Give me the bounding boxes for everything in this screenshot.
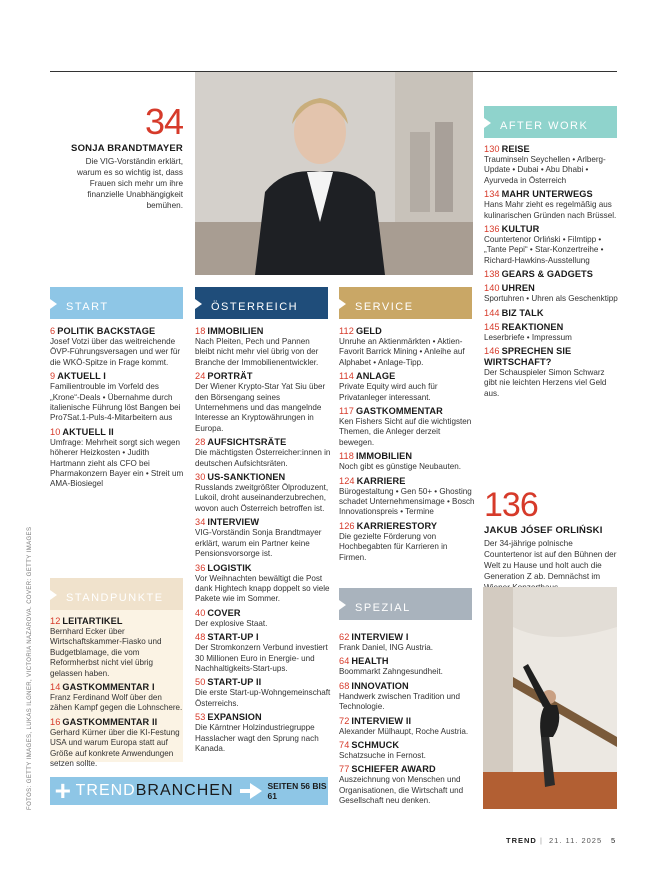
list-item[interactable] <box>339 632 475 653</box>
list-item-description: Hans Mahr zieht es regelmäßig aus kulinarischen Gründen nach Brüssel. <box>484 200 617 220</box>
page-number: 77 <box>339 764 350 775</box>
list-item-title: COVER <box>207 607 241 618</box>
footer-date: 21. 11. 2025 <box>549 836 603 845</box>
list-item-title: INNOVATION <box>351 680 409 691</box>
page-number: 144 <box>484 307 500 318</box>
page-number: 124 <box>339 475 355 486</box>
page-number: 28 <box>195 437 206 448</box>
section-header-standpunkte <box>50 578 183 610</box>
section-title-service: SERVICE <box>355 301 414 313</box>
list-item-title: INTERVIEW I <box>351 632 409 642</box>
arrow-icon <box>195 299 202 309</box>
list-item-title: ANLAGE <box>355 371 396 382</box>
page-number: 12 <box>50 616 61 626</box>
list-item-title: START-UP I <box>207 632 259 643</box>
section-header-oesterreich <box>195 287 328 319</box>
list-item-heading <box>339 371 475 382</box>
feature-top-text: Die VIG-Vorständin erklärt, warum es so wichtig ist, dass Frauen sich mehr um ihre finanzielle Unabhängigkeit bemühen. <box>76 157 183 210</box>
list-item-heading <box>339 632 475 643</box>
arrow-right-icon <box>240 783 262 799</box>
list-item[interactable] <box>195 563 331 605</box>
list-item[interactable] <box>195 712 331 754</box>
page-number: 53 <box>195 712 206 723</box>
list-item-description: Handwerk zwischen Tradition und Technologie. <box>339 691 461 712</box>
list-item-heading <box>484 322 618 333</box>
list-item-heading <box>195 632 331 643</box>
list-item-title: UHREN <box>501 283 535 294</box>
list-item-title: GASTKOMMENTAR II <box>62 716 158 727</box>
list-item-description: Die gezielte Förderung von Hochbegabten für Karrieren in Firmen. <box>339 531 448 562</box>
list-item-title: EXPANSION <box>207 712 262 723</box>
list-item-description: Der Wiener Krypto-Star Yat Siu über den Börsengang seines Unternehmens und das mangelnde Interesse an Kryptowährungen in Europa. <box>195 382 326 433</box>
list-item[interactable] <box>195 517 331 559</box>
page-number: 64 <box>339 656 350 667</box>
list-item-description: Unruhe an Aktienmärkten • Aktien-Favorit Barrick Mining • Anleihe auf Alphabet • Anlage-Tipp. <box>339 337 465 367</box>
list-item[interactable] <box>195 677 331 709</box>
list-item-description: Russlands zweitgrößter Ölproduzent, Lukoil, droht auseinanderzubrechen, wovon auch Österreich betroffen ist. <box>195 483 329 513</box>
list-item-title: POLITIK BACKSTAGE <box>57 326 156 336</box>
arrow-icon <box>339 299 346 309</box>
list-item[interactable] <box>50 616 183 679</box>
list-item-title: START-UP II <box>207 677 262 688</box>
arrow-icon <box>50 590 57 600</box>
arrow-icon <box>50 299 57 309</box>
list-item-description: Auszeichnung von Menschen und Organisationen, die Wirtschaft und Gesellschaft neu denken. <box>339 775 464 806</box>
list-item[interactable] <box>484 269 618 280</box>
list-item-title: GELD <box>355 326 382 336</box>
list-item-description: Die erste Start-up-Wohngemeinschaft Österreichs. <box>195 688 331 708</box>
list-item-title: SCHIEFER AWARD <box>351 764 436 775</box>
list-item-title: GASTKOMMENTAR I <box>62 682 155 693</box>
list-item-title: INTERVIEW <box>207 517 260 528</box>
list-item-title: AKTUELL I <box>57 371 106 382</box>
section-title-standpunkte: STANDPUNKTE <box>66 592 164 604</box>
list-item[interactable] <box>484 224 618 266</box>
list-item-title: GASTKOMMENTAR <box>355 406 443 417</box>
list-item[interactable] <box>195 326 331 368</box>
page-number: 130 <box>484 144 500 154</box>
list-item-description: Nach Pleiten, Pech und Pannen bleibt nicht mehr viel übrig von der Branche der Immobilienentwickler. <box>195 337 319 367</box>
list-item-heading <box>195 437 331 448</box>
list-item-description: Alexander Mülhaupt, Roche Austria. <box>339 726 469 736</box>
list-item[interactable] <box>339 451 475 472</box>
list-item-heading <box>339 764 475 775</box>
list-item-heading <box>339 740 475 751</box>
list-start <box>50 326 186 493</box>
list-item-title: GEARS & GADGETS <box>501 269 593 280</box>
feature-right-number: 136 <box>484 486 538 524</box>
list-item[interactable] <box>339 406 475 448</box>
feature-right-name: JAKUB JÓSEF ORLIŃSKI <box>484 525 603 536</box>
portrait-photo-brandtmayer <box>195 72 473 275</box>
list-after-work <box>484 144 618 402</box>
list-item-description: Die mächtigsten Österreicher:innen in deutschen Aufsichtsräten. <box>195 448 331 468</box>
footer-separator: | <box>540 836 543 845</box>
list-spezial <box>339 632 475 810</box>
list-item[interactable] <box>484 308 618 319</box>
list-item[interactable] <box>339 681 475 713</box>
list-item[interactable] <box>195 371 331 434</box>
footer-brand: TREND <box>506 836 537 845</box>
list-item-heading <box>195 326 331 337</box>
page-number: 140 <box>484 283 500 294</box>
page-number: 117 <box>339 406 354 417</box>
page-number: 74 <box>339 740 350 751</box>
list-item-heading <box>50 371 186 382</box>
page-number: 10 <box>50 426 61 437</box>
list-item-description: Familientrouble im Vorfeld des „Krone“-Deals • Übernahme durch italienische Führung löst Bangen bei Pro7Sat.1-Puls-4-Mitarbeitern aus <box>50 382 181 423</box>
list-item-heading <box>195 472 331 483</box>
list-item-heading <box>195 712 331 723</box>
list-item-title: AKTUELL II <box>62 426 114 437</box>
page-number: 136 <box>484 224 500 235</box>
list-item-description: Noch gibt es günstige Neubauten. <box>339 462 461 472</box>
list-item-title: US-SANKTIONEN <box>207 472 286 483</box>
trend-branchen-banner[interactable] <box>50 777 328 805</box>
section-title-oesterreich: ÖSTERREICH <box>211 301 299 313</box>
list-standpunkte <box>50 616 183 772</box>
page-number: 40 <box>195 607 206 618</box>
list-item-heading <box>50 427 186 438</box>
list-item-heading <box>339 716 475 727</box>
list-item[interactable] <box>339 764 475 806</box>
list-item[interactable] <box>484 283 618 304</box>
list-item-description: Der Schauspieler Simon Schwarz gibt nie leichten Herzens viel Geld aus. <box>484 368 607 398</box>
list-item-title: LEITARTIKEL <box>62 616 123 626</box>
list-item[interactable] <box>50 371 186 424</box>
page-number: 126 <box>339 520 355 531</box>
section-header-service <box>339 287 472 319</box>
list-item-heading <box>339 476 475 487</box>
page-number: 68 <box>339 680 350 691</box>
list-item-title: SPRECHEN SIE WIRTSCHAFT? <box>484 346 572 368</box>
list-service <box>339 326 475 566</box>
list-item-heading <box>195 608 331 619</box>
list-item-heading <box>195 371 331 382</box>
page-number: 36 <box>195 562 206 573</box>
list-item[interactable] <box>50 427 186 490</box>
page-number: 14 <box>50 682 61 693</box>
list-item-description: Leserbriefe • Impressum <box>484 332 572 342</box>
page-number: 6 <box>50 326 56 336</box>
list-item[interactable] <box>50 682 183 714</box>
page-number: 146 <box>484 346 500 357</box>
plus-icon: + <box>54 775 71 806</box>
list-item-title: BIZ TALK <box>501 307 544 318</box>
list-item[interactable] <box>50 717 183 770</box>
list-item-description: Gerhard Kürner über die KI-Festung USA und warum Europa statt auf Größe auf konkrete Anwendungen setzen sollte. <box>50 727 180 769</box>
section-header-start <box>50 287 183 319</box>
list-item[interactable] <box>339 716 475 737</box>
list-item-description: Die Kärntner Holzindustriegruppe Hasslacher wagt den Sprung nach Kanada. <box>195 723 319 753</box>
list-item-title: MAHR UNTERWEGS <box>501 189 593 200</box>
list-item[interactable] <box>339 476 475 518</box>
photo-credit: FOTOS: GETTY IMAGES, LUKAS ILGNER, VICTORIA NAZAROVA. COVER: GETTY IMAGES <box>27 526 33 810</box>
list-item-title: AUFSICHTSRÄTE <box>207 437 287 448</box>
list-item-heading <box>339 451 475 462</box>
section-title-start: START <box>66 301 109 313</box>
trend-word: TREND <box>75 782 136 799</box>
list-item-heading <box>484 189 618 200</box>
list-item[interactable] <box>484 144 618 186</box>
section-title-after-work: AFTER WORK <box>500 120 589 132</box>
list-item-description: Frank Daniel, ING Austria. <box>339 643 434 652</box>
list-item-heading <box>339 521 475 532</box>
list-item[interactable] <box>195 608 331 629</box>
list-item-title: SCHMUCK <box>351 740 400 751</box>
page-number: 145 <box>484 321 500 332</box>
page-number: 34 <box>195 517 206 528</box>
page-number: 24 <box>195 371 206 382</box>
page-number: 9 <box>50 371 56 382</box>
list-item-heading <box>339 656 475 667</box>
list-item-title: IMMOBILIEN <box>207 326 264 336</box>
list-item-description: Franz Ferdinand Wolf über den zähen Kampf gegen die Lohnschere. <box>50 693 183 713</box>
section-header-after-work <box>484 106 617 138</box>
branchen-word: BRANCHEN <box>135 782 234 799</box>
list-item-title: IMMOBILIEN <box>355 451 413 462</box>
list-item[interactable] <box>339 656 475 677</box>
feature-top <box>66 101 183 211</box>
list-item-description: Bernhard Ecker über Wirtschaftskammer-Fiasko und Budgetblamage, die vom Reformherbst nicht viel übrig gelassen haben. <box>50 627 162 678</box>
list-item[interactable] <box>339 521 475 563</box>
list-item[interactable] <box>339 326 475 368</box>
page-number: 112 <box>339 326 354 336</box>
page-number: 118 <box>339 451 354 462</box>
feature-top-name: SONJA BRANDTMAYER <box>71 143 183 154</box>
arrow-icon <box>339 600 346 610</box>
list-item-heading <box>195 563 331 574</box>
section-header-spezial <box>339 588 472 620</box>
list-item-description: Trauminseln Seychellen • Arlberg-Update • Dubai • Abu Dhabi • Ayurveda in Österreich <box>484 155 606 185</box>
list-item-description: Countertenor Orliński • Filmtipp • „Tante Pepi“ • Star-Konzertreihe • Richard-Hawkins-Ausstellung <box>484 235 604 265</box>
list-item-description: Der explosive Staat. <box>195 618 268 628</box>
list-item-title: HEALTH <box>351 656 389 667</box>
page-number: 18 <box>195 326 206 336</box>
page-number: 134 <box>484 189 500 200</box>
list-item-heading <box>484 224 618 235</box>
photo-orlinski <box>483 587 617 809</box>
list-item-heading <box>50 717 183 728</box>
list-item-heading <box>195 517 331 528</box>
page-number: 72 <box>339 715 350 726</box>
list-item[interactable] <box>339 740 475 761</box>
feature-right-text: Der 34-jährige polnische Countertenor ist auf den Bühnen der Welt zu Hause und holt auch die Generation Z ab. Demnächst im <box>484 539 617 581</box>
list-item-description: Ken Fishers Sicht auf die wichtigsten Themen, die Anleger derzeit bewegen. <box>339 417 472 447</box>
list-item-title: PORTRÄT <box>207 371 253 382</box>
list-item-title: REISE <box>501 144 530 154</box>
list-item[interactable] <box>484 189 618 221</box>
list-item[interactable] <box>484 322 618 343</box>
list-item[interactable] <box>50 326 186 368</box>
page-number: 50 <box>195 677 206 688</box>
list-item-heading <box>484 308 618 319</box>
list-oesterreich <box>195 326 331 757</box>
list-item-description: Bürogestaltung • Gen 50+ • Ghosting schadet Unternehmensimage • Bosch Innovationspreis • Termine <box>339 486 475 517</box>
list-item-heading <box>50 326 186 337</box>
list-item-description: Sportuhren • Uhren als Geschenktipp <box>484 294 618 304</box>
list-item-title: KARRIERE <box>356 475 406 486</box>
page-number: 48 <box>195 632 206 643</box>
list-item-description: Vor Weihnachten bewältigt die Post dank Hightech knapp doppelt so viele Pakete wie im Sommer. <box>195 573 330 604</box>
feature-right <box>484 488 618 593</box>
page-number: 62 <box>339 632 350 642</box>
list-item-heading <box>339 406 475 417</box>
list-item-description: Private Equity wird auch für Privatanleger interessant. <box>339 382 438 402</box>
list-item[interactable] <box>195 632 331 674</box>
list-item-heading <box>484 144 618 155</box>
list-item[interactable] <box>484 346 618 399</box>
list-item-heading <box>484 269 618 280</box>
list-item-title: KULTUR <box>501 224 540 235</box>
list-item-heading <box>50 616 183 627</box>
list-item-title: LOGISTIK <box>207 562 252 573</box>
list-item-description: VIG-Vorständin Sonja Brandtmayer erklärt, warum ein Partner keine Pensionsvorsorge ist. <box>195 528 322 559</box>
list-item-description: Schatzsuche in Fernost. <box>339 751 426 761</box>
list-item-heading <box>484 346 618 368</box>
list-item-heading <box>195 677 331 688</box>
list-item-heading <box>339 326 475 337</box>
section-title-spezial: SPEZIAL <box>355 602 411 614</box>
list-item-heading <box>339 681 475 692</box>
list-item[interactable] <box>339 371 475 403</box>
footer-page-number: 5 <box>611 836 617 845</box>
page-number: 16 <box>50 716 61 727</box>
feature-top-number: 34 <box>144 101 183 142</box>
list-item-description: Boommarkt Zahngesundheit. <box>339 667 443 677</box>
arrow-icon <box>484 118 491 128</box>
list-item-title: INTERVIEW II <box>351 715 412 726</box>
page-number: 114 <box>339 371 354 382</box>
trend-pages: SEITEN 56 BIS 61 <box>267 781 327 801</box>
list-item[interactable] <box>195 472 331 514</box>
list-item-heading <box>484 283 618 294</box>
list-item-description: Umfrage: Mehrheit sorgt sich wegen höherer Heizkosten • Judith Hartmann zieht als CFO bei Pharmakonzern Bayer ein • Streit um AMA-Biosiegel <box>50 437 184 489</box>
list-item-description: Der Stromkonzern Verbund investiert 30 Millionen Euro in Energie- und Nachhaltigkeits-Start-ups. <box>195 643 328 673</box>
list-item-description: Josef Votzi über das weitreichende ÖVP-Führungsversagen und wer für die WKÖ-Spitze in Frage kommt. <box>50 337 181 367</box>
list-item-title: KARRIERESTORY <box>356 520 438 531</box>
list-item-title: REAKTIONEN <box>501 321 564 332</box>
page-number: 138 <box>484 269 500 280</box>
page-number: 30 <box>195 472 206 483</box>
list-item[interactable] <box>195 437 331 469</box>
list-item-heading <box>50 682 183 693</box>
